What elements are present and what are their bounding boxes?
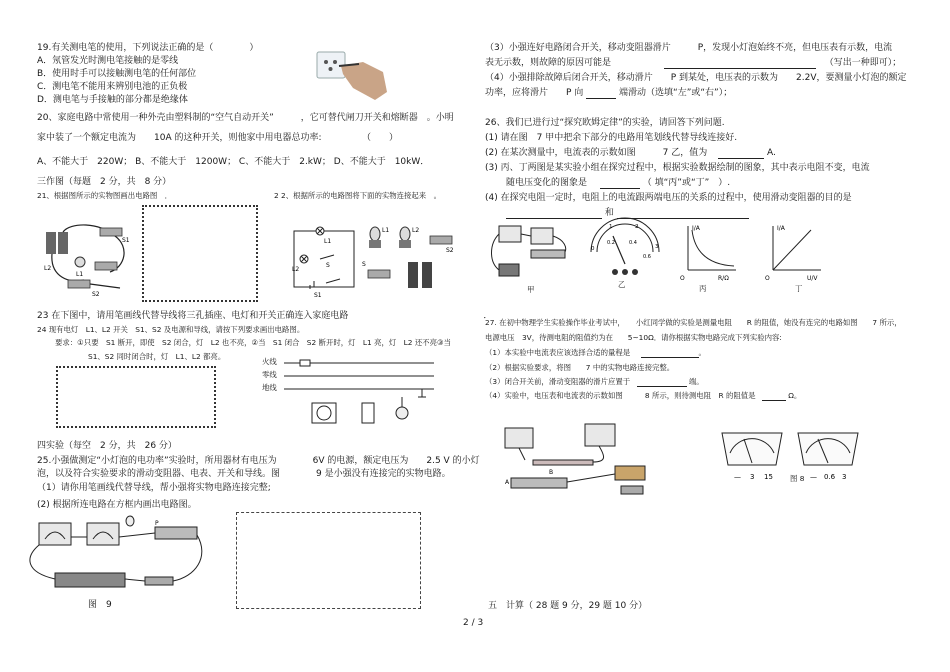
fig7-b-ammeter [585,222,665,282]
wire-ground-label: 地线 [262,383,277,392]
q27-line1: 27. 在初中物理学生实验操作毕业考试中， 小红同学做的实验是测量电阻 R 的阻值，她没有连完的电路如图 7 所示， [485,318,902,327]
q22-label-l1: L1 [324,238,332,245]
q26-part2 [485,148,776,159]
q26-part1: (1) 请在图 7 甲中把余下部分的电路用笔划线代替导线连接好. [485,133,738,143]
q22-label-s1: S1 [314,292,322,299]
q24-line1: 24 现有电灯 L1、L2 开关 S1、S2 及电源和导线，请按下列要求画出电路图。 [37,325,305,334]
q26-part4-and: 和 [604,208,614,218]
q24-line3: S1、S2 同时闭合时，灯 L1、L2 都亮。 [88,352,226,361]
q26-part4-blank-1[interactable] [506,209,602,219]
q26-part4-line2 [506,208,749,219]
fig7-d-graph [765,222,825,282]
q25-part3-line2 [485,58,901,69]
q23-household-wiring [262,357,437,427]
q26-part3-line1: (3) 丙、丁两图是某实验小组在探究过程中，根据实验数据绘制的图象，其中表示电阻不变，电流 [485,163,870,173]
q26-part2-unit: A. [766,148,776,158]
fig7-a-circuit [487,222,577,287]
q27-part4-unit: Ω。 [788,391,802,400]
q27-part1-text: （1）本实验中电流表应该选择合适的量程是 [485,348,631,357]
q27-rheo-label-a: A [505,479,510,486]
q26-part3-text: 随电压变化的图象是 [506,178,588,188]
q25-part4-note: 端滑动（选填“左”或“右”）； [619,88,733,98]
ammeter-tick-3: 3 [655,244,659,250]
q22-physical-components [360,222,460,302]
q19-option-a: A．氖管发光时测电笔接触的是零线 [37,56,179,66]
q25-part1: （1）请你用笔画线代替导线，帮小强将实物电路连接完整; [37,483,271,493]
q27-part4-blank[interactable] [762,391,786,401]
ammeter-tick-1: 1 [609,224,613,230]
q24-line2: 要求：①只要 S1 断开，即使 S2 闭合，灯 L2 也不亮，②当 S1 闭合 S2 断开时，灯 L1 亮，灯 L2 还不亮③当 [55,338,451,347]
q26-part3-blank[interactable] [600,179,640,189]
q20-line2: 家中装了一个额定电流为 10A 的这种开关，则他家中用电器总功率: （ ） [37,133,399,143]
ammeter-tick-02: 0.2 [607,240,615,246]
graph-c-ylabel: I/A [692,225,700,232]
q26-part2-text: (2) 在某次测量中，电流表的示数如图 7 乙，值为 [485,148,708,158]
q22-comp-s: S [362,261,366,268]
graph-c-origin: O [680,275,685,282]
fig9-physical-circuit [25,517,215,597]
q27-part4 [485,391,801,401]
q25-answer-box[interactable] [236,512,421,609]
graph-c-xlabel: R/Ω [718,275,729,282]
q26-part2-blank[interactable] [718,149,764,159]
q22-comp-l1: L1 [382,227,390,234]
q21-text: 21、根据图所示的实物图画出电路图 ． [37,191,173,200]
q27-physical-circuit [495,420,670,505]
q25-part3-line1: （3）小强连好电路闭合开关，移动变阻器滑片 P，发现小灯泡始终不亮，但电压表有示数，电流 [485,43,893,53]
q27-part3-text: （3）闭合开关前，滑动变阻器的滑片应置于 [485,377,631,386]
q19-option-c: C．测电笔不能用来辨别电池的正负极 [37,82,188,92]
fig7-a-label: 甲 [527,285,535,294]
q20-line1: 20、家庭电路中常使用一种外壳由塑料制的“空气自动开关” ，它可替代闸刀开关和熔断器 。小明 [37,113,454,123]
q26-part3-line2 [506,178,730,189]
q25-part3-blank[interactable] [664,59,816,69]
q27-part1: （1）本实验中电流表应该选择合适的量程是 。 [485,348,706,357]
fig7-d-label: 丁 [795,284,803,293]
graph-d-origin: O [765,275,770,282]
q25-part3-note: （写出一种即可）； [824,58,902,68]
page-number: 2 / 3 [463,618,484,628]
meter-a-minus: — [810,473,817,481]
ammeter-tick-04: 0.4 [629,240,637,246]
q26-part4-blank-2[interactable] [617,209,749,219]
fig8-caption: 图 8 [790,474,805,483]
q21-label-l1: L1 [76,271,84,278]
q22-text: 2 2、根据所示的电路图将下面的实物连接起来 。 [274,191,441,200]
meter-v-15: 15 [764,473,773,481]
ammeter-tick-06: 0.6 [643,254,651,260]
ammeter-tick-0: 0 [591,246,595,252]
q21-answer-box[interactable] [142,205,258,302]
q25-line1: 25.小强做测定“小灯泡的电功率”实验时，所用器材有电压为 6V 的电源，额定电压为 2.5 V 的小灯 [37,456,480,466]
q25-part4-blank[interactable] [586,89,616,99]
q22-comp-s2: S2 [446,247,454,254]
section-5-title: 五 计算（ 28 题 9 分，29 题 10 分） [488,601,648,611]
q25-part4-line2 [485,88,732,99]
graph-d-ylabel: I/A [777,225,785,232]
q24-answer-box[interactable] [56,366,216,428]
section-3-title: 三作图（每题 2 分，共 8 分） [37,177,172,187]
q27-part3-end: 端。 [688,377,704,386]
fig7-c-label: 丙 [699,284,707,293]
graph-d-xlabel: U/V [807,275,818,282]
wire-live-label: 火线 [262,357,277,366]
wire-neutral-label: 零线 [262,370,277,379]
q27-line2: 电源电压 3V，待测电阻的阻值约为在 5~10Ω．请你根据实物电路完成下列实验内容: [485,333,782,342]
q25-part4-text: 功率，应将滑片 P 向 [485,88,584,98]
q21-physical-circuit [40,222,135,302]
q21-label-s2: S2 [92,291,100,298]
q27-part3 [485,377,704,387]
q26-title: 26、我们已进行过“探究欧姆定律”的实验，请回答下列问题. [485,118,725,128]
q21-label-l2: L2 [44,265,52,272]
q23-text: 23 在下图中，请用笔画线代替导线将三孔插座、电灯和开关正确连入家庭电路 ． [37,311,493,321]
q27-part3-blank[interactable] [637,377,687,387]
q22-label-s: S [326,262,330,269]
q25-line2: 泡，以及符合实验要求的滑动变阻器、电表、开关和导线。图 9 是小强没有连接完的实物电路。 [37,469,451,479]
q25-part3-text: 表无示数，则故障的原因可能是 [485,58,612,68]
meter-a-06: 0.6 [824,473,836,481]
section-4-title: 四实验（每空 2 分，共 26 分） [37,441,177,451]
q22-label-l2: L2 [292,266,300,273]
q27-part2: （2）根据实验要求，将图 7 中的实物电路连接完整。 [485,363,675,372]
fig7-b-label: 乙 [618,280,626,289]
q22-circuit-diagram [290,225,360,299]
meter-v-minus: — [734,473,741,481]
svg-text:P: P [155,520,159,527]
q19-option-b: B．使用时手可以接触测电笔的任何部位 [37,69,197,79]
q26-part3-note: （ 填“丙”或“丁” ）. [642,178,731,188]
q25-part2: (2) 根据所连电路在方框内画出电路图。 [37,500,197,510]
q25-part4-line1: （4）小强排除故障后闭合开关，移动滑片 P 到某处，电压表的示数为 2.2V，要测量小灯泡的额定 [485,73,907,83]
q27-part4-text: （4）实验中，电压表和电流表的示数如图 8 所示，则待测电阻 R 的阻值是 [485,391,756,400]
q21-label-s1: S1 [122,237,130,244]
q22-comp-l2: L2 [412,227,420,234]
q27-part1-blank[interactable] [641,348,699,358]
meter-a-3: 3 [842,473,847,481]
q26-part4-line1: (4) 在探究电阻一定时，电阻上的电流跟两端电压的关系的过程中，使用滑动变阻器的目的是 [485,193,852,203]
fig7-c-graph [680,222,740,282]
fig9-caption: 图 9 [88,600,112,610]
test-pen-photo [313,48,393,108]
meter-v-3: 3 [750,473,755,481]
q19-stem: 19.有关测电笔的使用，下列说法正确的是（ ） [37,43,259,53]
q19-option-d: D．测电笔与手接触的部分都是绝缘体 [37,95,188,105]
q20-options: A、不能大于 220W； B、不能大于 1200W； C、不能大于 2.kW； D、不能大于 10kW． [37,157,430,167]
ammeter-tick-2: 2 [635,224,639,230]
q27-rheo-label-b: B [549,469,554,476]
